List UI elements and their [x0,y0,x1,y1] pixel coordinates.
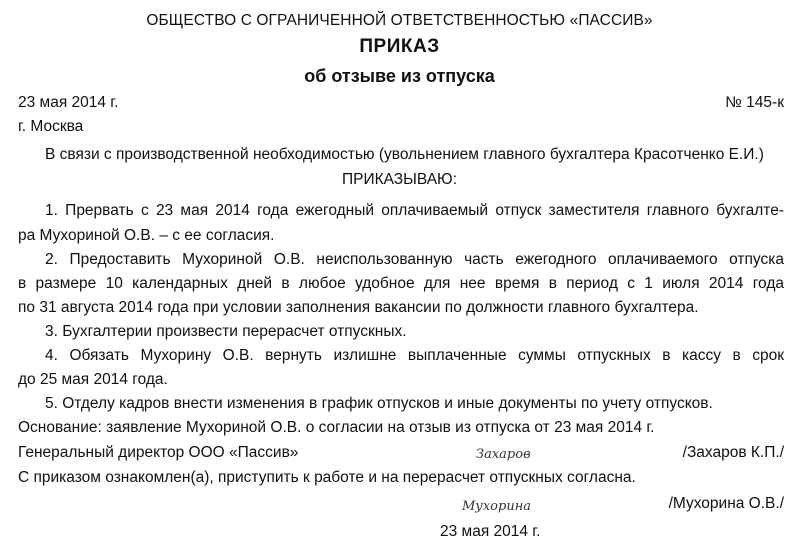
document-title: ПРИКАЗ [359,36,440,57]
employee-signature: Мухорина [462,499,532,514]
acknowledgement-text: С приказом ознакомлен(а), приступить к работе и на перерасчет отпускных согласна. [18,469,636,486]
item-3: 3. Бухгалтерии произвести перерасчет отпускных. [45,323,407,340]
date-number-row [18,93,784,113]
item-4-line-1: 4. Обязать Мухорину О.В. вернуть излишне выплаченные суммы отпускных в кассу в срок [45,347,784,364]
item-2-line-3: по 31 августа 2014 года при условии заполнения вакансии по должности главного бухгалтера. [18,299,699,316]
acknowledgement-date: 23 мая 2014 г. [440,523,541,540]
item-4-line-2: до 25 мая 2014 года. [18,371,168,388]
preamble: В связи с производственной необходимостью (увольнением главного бухгалтера Красотченко Е.И.) [45,146,764,163]
item-1-line-1: 1. Прервать с 23 мая 2014 года ежегодный оплачиваемый отпуск заместителя главного бухгалте- [45,202,784,219]
item-2-line-2: в размере 10 календарных дней в любое удобное для нее время в период с 1 июля 2014 года [18,275,784,292]
order-date: 23 мая 2014 г. [18,94,119,111]
order-word: ПРИКАЗЫВАЮ: [341,171,458,188]
company-name: ОБЩЕСТВО С ОГРАНИЧЕННОЙ ОТВЕТСТВЕННОСТЬЮ «ПАССИВ» [146,12,653,29]
director-title: Генеральный директор ООО «Пассив» [18,444,299,461]
employee-name: /Мухорина О.В./ [668,495,784,512]
item-2-line-1: 2. Предоставить Мухориной О.В. неиспользованную часть ежегодного оплачиваемого отпуска [45,251,784,268]
city: г. Москва [18,118,84,135]
basis: Основание: заявление Мухориной О.В. о согласии на отзыв из отпуска от 23 мая 2014 г. [18,419,655,436]
item-5: 5. Отделу кадров внести изменения в график отпусков и иные документы по учету отпусков. [45,395,713,412]
director-signature: Захаров [476,447,531,462]
document-subtitle: об отзыве из отпуска [304,66,495,86]
item-1-line-2: ра Мухориной О.В. – с ее согласия. [18,227,275,244]
director-name: /Захаров К.П./ [682,444,784,461]
order-number: № 145-к [725,94,784,111]
